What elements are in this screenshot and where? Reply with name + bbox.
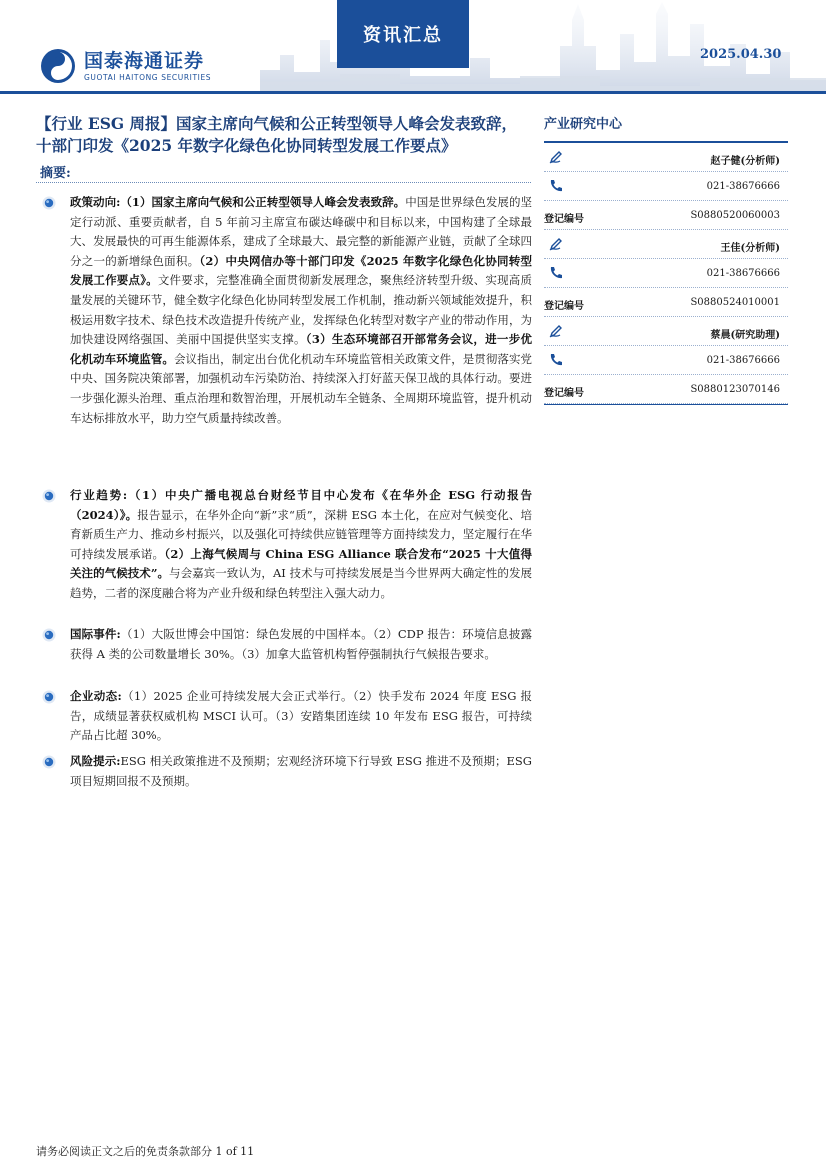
analyst-name: 王佳(分析师) xyxy=(720,243,780,254)
paragraph-text: 文件要求，完整准确全面贯彻新发展理念，聚焦经济转型升级、实现高质量发展的关键环节，健全数字化绿色化协同转型发展工作机制，推动新兴领域能效提升，积极运用数字技术、绿色技术改造提升传统产业，发挥绿色化转型对数字产业的带动作用，为加快建设网络强国、美丽中国提供坚实支撑。 xyxy=(70,273,533,347)
sidebar-bottom-rule xyxy=(544,404,788,405)
sidebar-title: 产业研究中心 xyxy=(544,117,623,132)
paragraph-heading: （3）生态环境部召开部常务会议，进一步优化机动车环境监管。 xyxy=(70,332,533,366)
analyst-reg-number: S0880524010001 xyxy=(690,297,780,308)
paragraph-heading: 国际事件: xyxy=(70,627,121,641)
abstract-label: 摘要: xyxy=(40,166,71,181)
summary-paragraph xyxy=(70,625,532,664)
report-type-tag: 资讯汇总 xyxy=(337,0,469,68)
bullet-icon xyxy=(42,627,56,641)
analyst-reg-row xyxy=(544,375,788,404)
bullet-icon xyxy=(42,689,56,703)
summary-paragraph xyxy=(70,687,532,746)
paragraph-heading: 行业趋势:（1）中央广播电视总台财经节目中心发布《在华外企 ESG 行动报告（2024）》。 xyxy=(70,488,532,522)
research-center-sidebar xyxy=(544,113,788,405)
analyst-name: 赵子健(分析师) xyxy=(710,156,780,167)
analyst-reg-row xyxy=(544,288,788,317)
pen-icon xyxy=(548,323,564,339)
phone-icon xyxy=(548,178,564,194)
paragraph-heading: （2）上海气候周与 China ESG Alliance 联合发布“2025 十大值得关注的气候技术”。 xyxy=(70,546,533,581)
logo-name-cn: 国泰海通证券 xyxy=(84,49,205,72)
summary-paragraph xyxy=(70,752,532,791)
summary-paragraph xyxy=(70,486,532,604)
reg-label: 登记编号 xyxy=(544,214,584,225)
header-divider xyxy=(0,91,826,94)
analyst-name: 蔡晨(研究助理) xyxy=(710,330,780,341)
analyst-name-row xyxy=(544,317,788,346)
abstract-divider xyxy=(36,182,531,183)
paragraph-text: 会议指出，制定出台优化机动车环境监管相关政策文件，是贯彻落实党中央、国务院决策部署，加强机动车污染防治、持续深入打好蓝天保卫战的具体行动。要进一步强化源头治理、重点治理和数智治理，开展机动车全链条、全周期环境监管，提升机动车达标排放水平，助力空气质量持续改善。 xyxy=(70,351,533,425)
paragraph-heading: 风险提示: xyxy=(70,754,121,768)
reg-label: 登记编号 xyxy=(544,301,584,312)
bullet-icon xyxy=(42,488,56,502)
report-title: 【行业 ESG 周报】国家主席向气候和公正转型领导人峰会发表致辞，十部门印发《2025 年数字化绿色化协同转型发展工作要点》 xyxy=(36,114,518,155)
logo-name-en: GUOTAI HAITONG SECURITIES xyxy=(84,72,212,82)
reg-label: 登记编号 xyxy=(544,388,584,399)
summary-paragraph xyxy=(70,193,532,428)
paragraph-text: 与会嘉宾一致认为，AI 技术与可持续发展是当今世界两大确定性的发展趋势，二者的深度融合将为产业升级和绿色转型注入强大动力。 xyxy=(70,566,532,600)
report-date: 2025.04.30 xyxy=(700,47,782,62)
paragraph-text: （1）2025 企业可持续发展大会正式举行。（2）快手发布 2024 年度 ESG 报告，成绩显著获权威机构 MSCI 认可。（3）安踏集团连续 10 年发布 ESG 报告，可持续产品占比超 30%。 xyxy=(70,689,532,743)
logo-icon xyxy=(40,48,76,84)
analyst-name-row xyxy=(544,230,788,259)
paragraph-text: 报告显示，在华外企向“新”求“质”，深耕 ESG 本土化，在应对气候变化、培育新质生产力、推动乡村振兴，以及强化可持续供应链管理等方面持续发力，坚定履行在华可持续发展承诺。 xyxy=(70,507,532,561)
analyst-phone: 021-38676666 xyxy=(706,268,780,279)
bullet-icon xyxy=(42,195,56,209)
analyst-name-row xyxy=(544,143,788,172)
report-header xyxy=(0,0,826,95)
paragraph-heading: 企业动态: xyxy=(70,689,122,703)
analyst-phone-row xyxy=(544,259,788,288)
phone-icon xyxy=(548,352,564,368)
bullet-icon xyxy=(42,754,56,768)
paragraph-text: 中国是世界绿色发展的坚定行动派、重要贡献者，自 5 年前习主席宣布碳达峰碳中和目标以来，中国构建了全球最大、发展最快的可再生能源体系，建成了全球最大、最完整的新能源产业链，贡献了全球四分之一的新增绿色面积。 xyxy=(70,195,532,268)
analyst-reg-row xyxy=(544,201,788,230)
analyst-phone-row xyxy=(544,346,788,375)
paragraph-heading: （2）中央网信办等十部门印发《2025 年数字化绿色化协同转型发展工作要点》。 xyxy=(70,253,533,288)
analyst-phone: 021-38676666 xyxy=(706,355,780,366)
analyst-reg-number: S0880123070146 xyxy=(690,384,780,395)
analyst-phone: 021-38676666 xyxy=(706,181,780,192)
pen-icon xyxy=(548,149,564,165)
page-footer: 请务必阅读正文之后的免责条款部分 1 of 11 xyxy=(36,1145,255,1158)
paragraph-text: （1）大阪世博会中国馆：绿色发展的中国样本。（2）CDP 报告：环境信息披露获得 A 类的公司数量增长 30%。（3）加拿大监管机构暂停强制执行气候报告要求。 xyxy=(70,627,532,661)
pen-icon xyxy=(548,236,564,252)
paragraph-heading: 政策动向:（1）国家主席向气候和公正转型领导人峰会发表致辞。 xyxy=(70,195,406,209)
analyst-phone-row xyxy=(544,172,788,201)
phone-icon xyxy=(548,265,564,281)
analyst-reg-number: S0880520060003 xyxy=(690,210,780,221)
company-logo xyxy=(40,48,211,84)
paragraph-text: ESG 相关政策推进不及预期；宏观经济环境下行导致 ESG 推进不及预期；ESG 项目短期回报不及预期。 xyxy=(70,754,532,788)
